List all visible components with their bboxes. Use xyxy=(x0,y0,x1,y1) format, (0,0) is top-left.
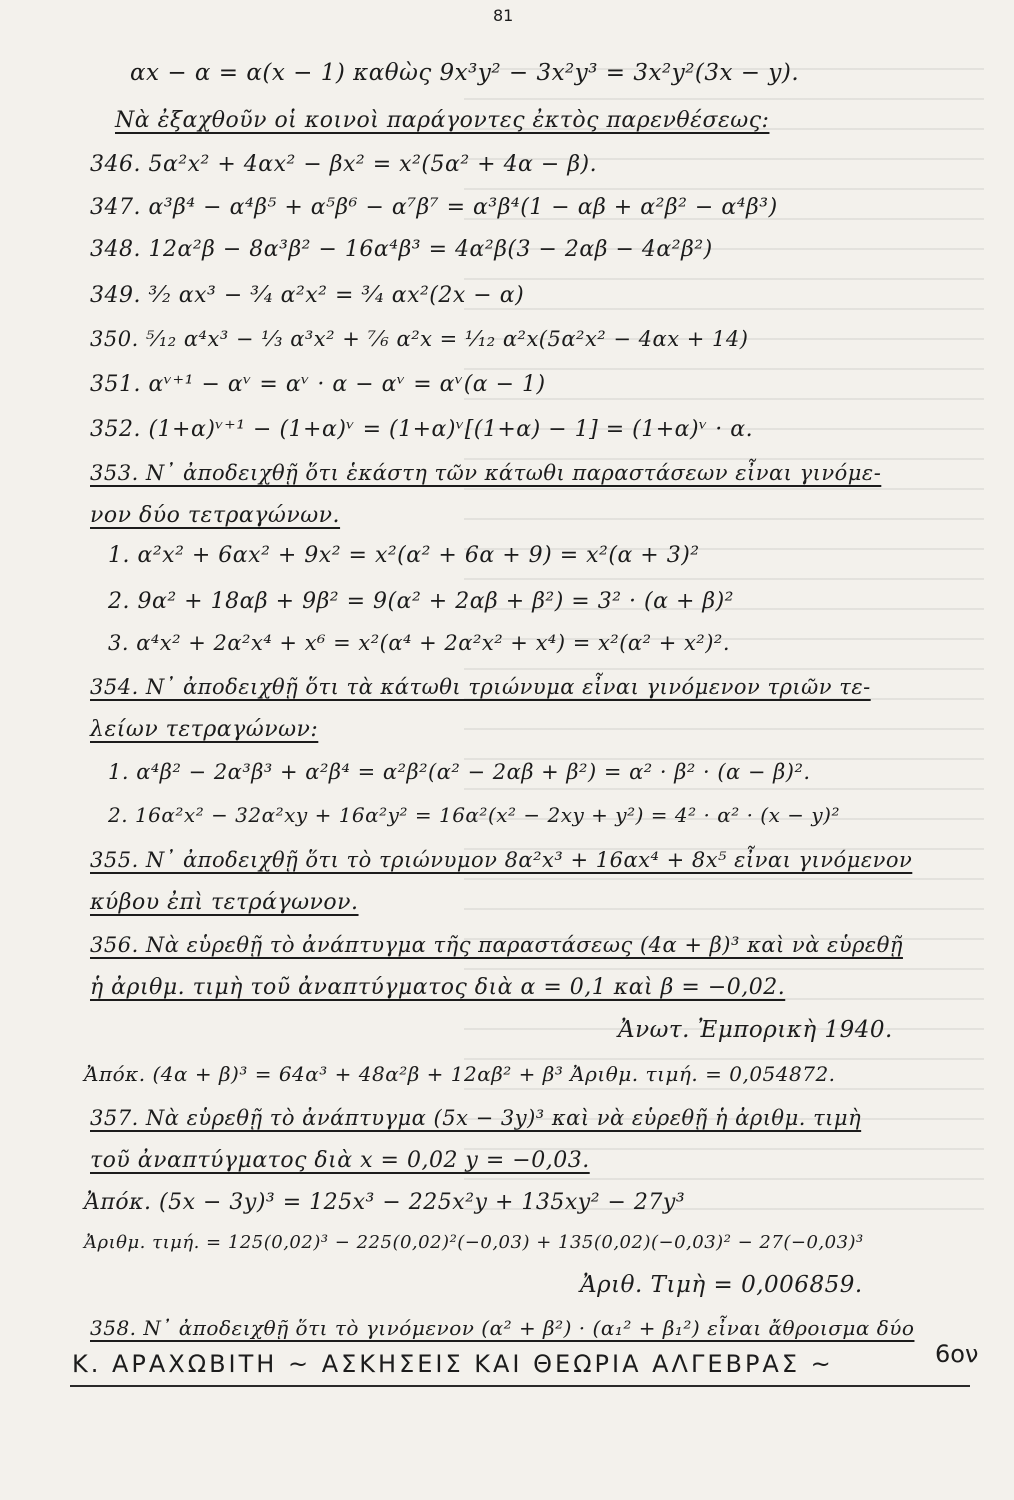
exercise-348: 348. 12α²β − 8α³β² − 16α⁴β³ = 4α²β(3 − 2αβ − 4α²β²) xyxy=(90,237,713,262)
exercise-356-prompt: 356. Νὰ εὑρεθῇ τὸ ἀνάπτυγμα τῆς παραστάσεως (4α + β)³ καὶ νὰ εὑρεθῇ xyxy=(90,933,903,957)
exercise-350: 350. ⁵⁄₁₂ α⁴x³ − ¹⁄₃ α³x² + ⁷⁄₆ α²x = ¹⁄₁₂ α²x(5α²x² − 4αx + 14) xyxy=(90,327,749,351)
exercise-357-prompt-cont: τοῦ ἀναπτύγματος διὰ x = 0,02 y = −0,03. xyxy=(90,1148,590,1173)
exercise-355-prompt-cont: κύβου ἐπὶ τετράγωνον. xyxy=(90,890,359,915)
page-number: 81 xyxy=(493,6,514,25)
exercise-353-item-2: 2. 9α² + 18αβ + 9β² = 9(α² + 2αβ + β²) = 3² · (α + β)² xyxy=(108,589,735,614)
footer-rule xyxy=(70,1385,970,1387)
exercise-351: 351. αᵛ⁺¹ − αᵛ = αᵛ · α − αᵛ = αᵛ(α − 1) xyxy=(90,372,546,397)
exercise-357-answer: Ἀπόκ. (5x − 3y)³ = 125x³ − 225x²y + 135xy² − 27y³ xyxy=(84,1190,686,1215)
exercise-347: 347. α³β⁴ − α⁴β⁵ + α⁵β⁶ − α⁷β⁷ = α³β⁴(1 − αβ + α²β² − α⁴β³) xyxy=(90,195,778,220)
exercise-352: 352. (1+α)ᵛ⁺¹ − (1+α)ᵛ = (1+α)ᵛ[(1+α) − 1] = (1+α)ᵛ · α. xyxy=(90,417,754,442)
exercise-356-answer: Ἀπόκ. (4α + β)³ = 64α³ + 48α²β + 12αβ² + β³ Ἀριθμ. τιμή. = 0,054872. xyxy=(84,1062,836,1086)
exercise-353-prompt-cont: νον δύο τετραγώνων. xyxy=(90,503,341,528)
exercise-349: 349. ³⁄₂ αx³ − ³⁄₄ α²x² = ³⁄₄ αx²(2x − α) xyxy=(90,283,525,308)
exercise-356-source: Ἀνωτ. Ἐμπορικὴ 1940. xyxy=(618,1017,893,1043)
exercise-357-result: Ἀριθ. Τιμὴ = 0,006859. xyxy=(580,1272,863,1298)
exercise-353-item-1: 1. α²x² + 6αx² + 9x² = x²(α² + 6α + 9) = x²(α + 3)² xyxy=(108,543,700,568)
book-footer-title: Κ. ΑΡΑΧΩΒΙΤΗ ~ ΑΣΚΗΣΕΙΣ ΚΑΙ ΘΕΩΡΙΑ ΑΛΓΕΒΡΑΣ ~ xyxy=(72,1350,834,1378)
exercise-355-prompt: 355. Ν᾽ ἀποδειχθῇ ὅτι τὸ τριώνυμον 8α²x³ + 16αx⁴ + 8x⁵ εἶναι γινόμενον xyxy=(90,848,913,872)
exercise-354-item-1: 1. α⁴β² − 2α³β³ + α²β⁴ = α²β²(α² − 2αβ + β²) = α² · β² · (α − β)². xyxy=(108,760,811,784)
exercise-353-item-3: 3. α⁴x² + 2α²x⁴ + x⁶ = x²(α⁴ + 2α²x² + x⁴) = x²(α² + x²)². xyxy=(108,631,731,655)
intro-example: αx − α = α(x − 1) καθὼς 9x³y² − 3x²y³ = 3x²y²(3x − y). xyxy=(130,60,800,86)
instruction-heading: Νὰ ἐξαχθοῦν οἱ κοινοὶ παράγοντες ἐκτὸς παρενθέσεως: xyxy=(115,108,770,133)
exercise-357-numeric: Ἀριθμ. τιμή. = 125(0,02)³ − 225(0,02)²(−0,03) + 135(0,02)(−0,03)² − 27(−0,03)³ xyxy=(84,1232,864,1253)
exercise-354-item-2: 2. 16α²x² − 32α²xy + 16α²y² = 16α²(x² − 2xy + y²) = 4² · α² · (x − y)² xyxy=(108,803,840,827)
exercise-346: 346. 5α²x² + 4αx² − βx² = x²(5α² + 4α − β). xyxy=(90,152,598,177)
exercise-357-prompt: 357. Νὰ εὑρεθῇ τὸ ἀνάπτυγμα (5x − 3y)³ καὶ νὰ εὑρεθῇ ἡ ἀριθμ. τιμὴ xyxy=(90,1106,862,1130)
exercise-354-prompt: 354. Ν᾽ ἀποδειχθῇ ὅτι τὰ κάτωθι τριώνυμα εἶναι γινόμενον τριῶν τε- xyxy=(90,675,871,699)
exercise-354-prompt-cont: λείων τετραγώνων: xyxy=(90,717,319,742)
exercise-356-prompt-cont: ἡ ἀριθμ. τιμὴ τοῦ ἀναπτύγματος διὰ α = 0,1 καὶ β = −0,02. xyxy=(90,975,786,1000)
exercise-353-prompt: 353. Ν᾽ ἀποδειχθῇ ὅτι ἑκάστη τῶν κάτωθι παραστάσεων εἶναι γινόμε- xyxy=(90,461,882,485)
sheet-number: 6ον xyxy=(935,1340,979,1368)
exercise-358-prompt: 358. Ν᾽ ἀποδειχθῇ ὅτι τὸ γινόμενον (α² + β²) · (α₁² + β₁²) εἶναι ἄθροισμα δύο xyxy=(90,1316,915,1340)
